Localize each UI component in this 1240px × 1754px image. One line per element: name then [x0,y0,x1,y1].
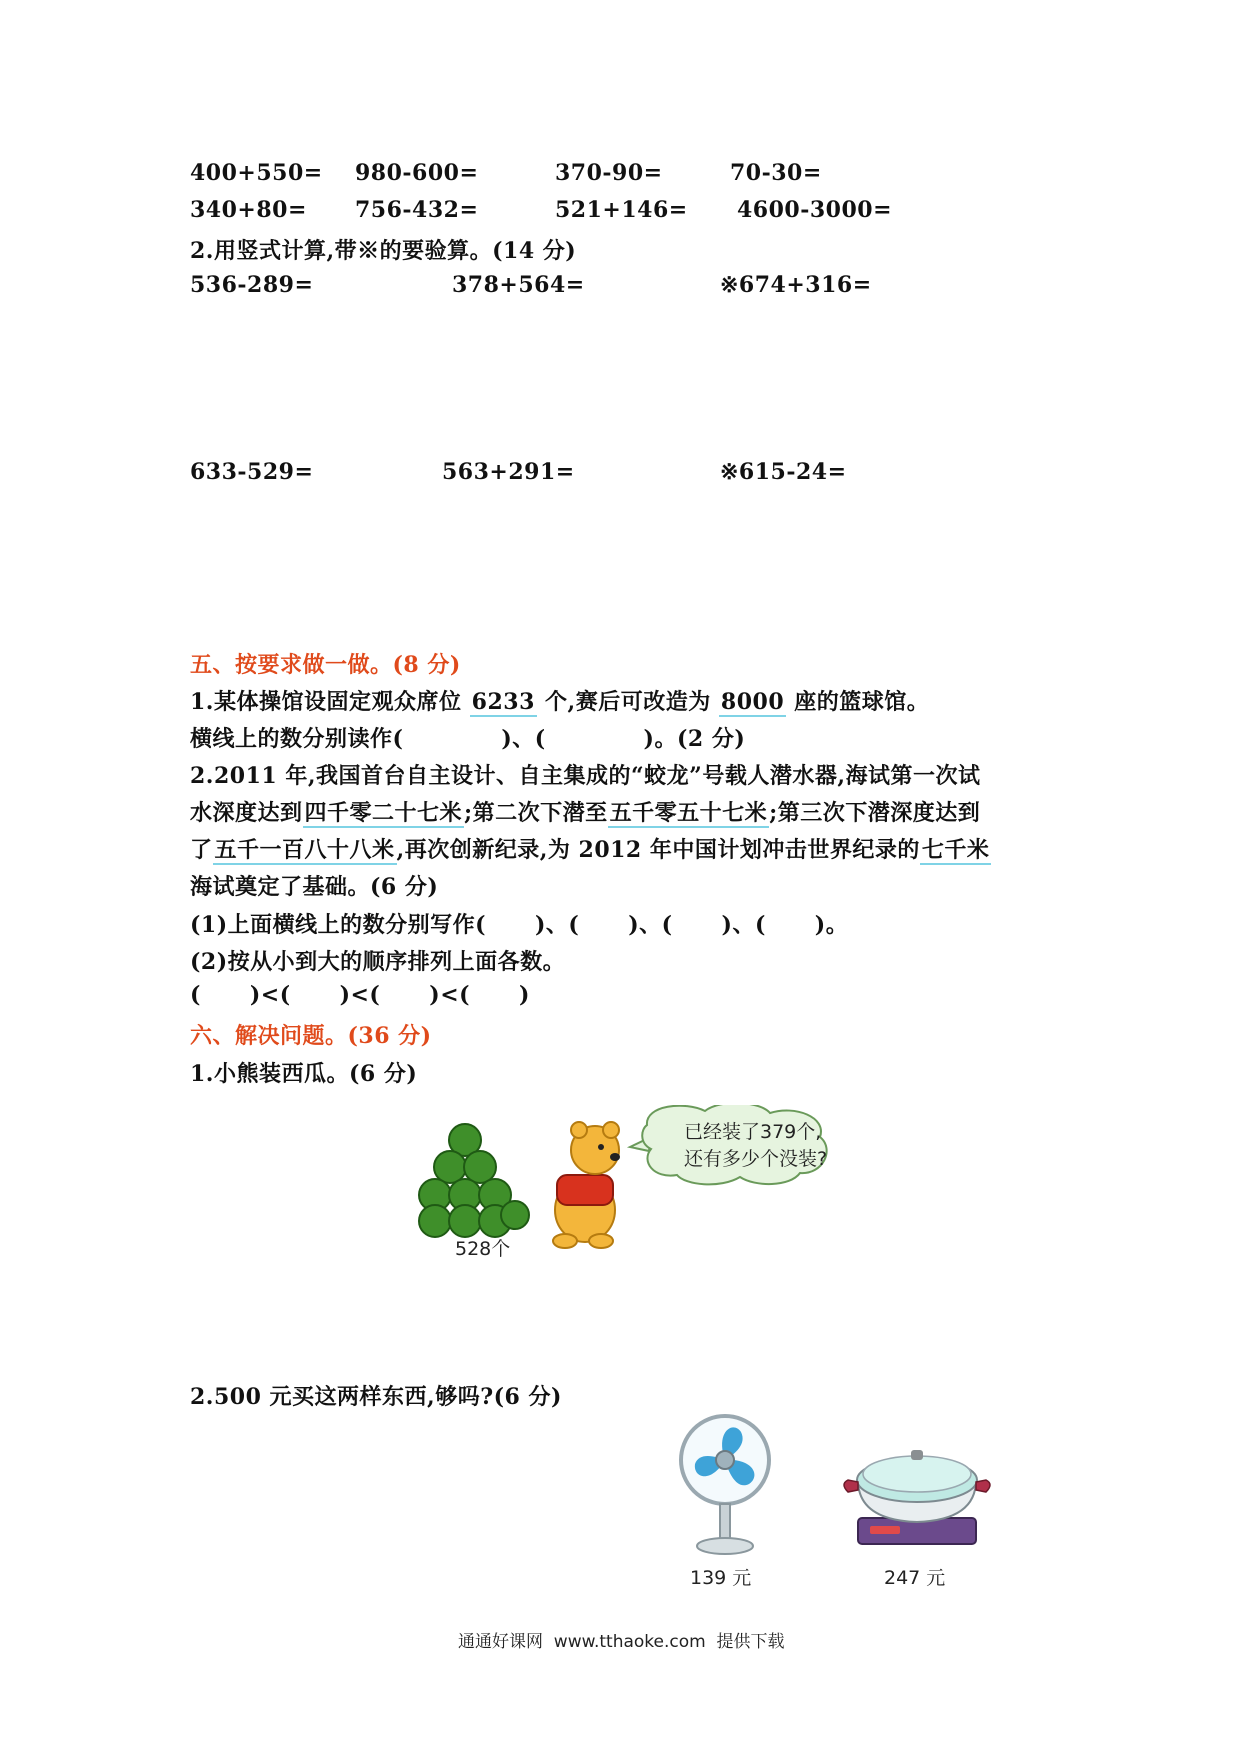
oral-r2-c2: 756-432= [355,197,479,223]
s6-q1: 1.小熊装西瓜。(6 分) [190,1061,418,1087]
fan-price: 139 元 [690,1567,752,1589]
oral-r1-c1: 400+550= [190,160,323,186]
vertical-r2-c1: 633-529= [190,459,314,485]
s5-q1-number-2: 8000 [720,689,785,715]
footer-text: 通通好课网 www.tthaoke.com 提供下载 [458,1632,785,1652]
oral-r2-c4: 4600-3000= [737,197,893,223]
s5-q2-line1: 2.2011 年,我国首台自主设计、自主集成的“蛟龙”号载人潜水器,海试第一次试 [190,763,981,789]
oral-r1-c2: 980-600= [355,160,479,186]
s5-q2-line3 [190,833,991,864]
s5-q2-order: ( )<( )<( )<( ) [190,982,530,1008]
s5-q2-sub1: (1)上面横线上的数分别写作( )、( )、( )、( )。 [190,912,849,938]
vertical-r1-c2: 378+564= [452,272,585,298]
oral-r2-c3: 521+146= [555,197,688,223]
s5-q2-depth-2: 五千零五十七米 [609,800,768,826]
s5-q1-text-c: 座的篮球馆。 [794,689,930,715]
electric-fan-icon [675,1412,775,1557]
s5-q1-text-b: 个,赛后可改造为 [545,689,711,715]
s5-q2-l2-text-b: ;第二次下潜至 [464,800,608,826]
oral-r1-c3: 370-90= [555,160,663,186]
s5-q1-text-a: 1.某体操馆设固定观众席位 [190,689,462,715]
melon-count-label: 528个 [455,1238,511,1260]
vertical-r2-c3: ※615-24= [720,459,847,485]
bubble-line-2: 还有多少个没装? [684,1148,828,1170]
s5-q1-line2: 横线上的数分别读作( )、( )。(2 分) [190,726,746,752]
vertical-heading: 2.用竖式计算,带※的要验算。(14 分) [190,238,577,264]
vertical-r2-c2: 563+291= [442,459,575,485]
watermelon-pile-icon [419,1124,529,1237]
s5-q2-depth-1: 四千零二十七米 [304,800,463,826]
pot-price: 247 元 [884,1567,946,1589]
s5-q2-l3-text-a: 了 [190,837,213,863]
s5-q2-line4: 海试奠定了基础。(6 分) [190,874,439,900]
bubble-line-1: 已经装了379个, [684,1121,822,1143]
section5-title: 五、按要求做一做。(8 分) [190,652,461,678]
s5-q2-l2-text-c: ;第三次下潜深度达到 [769,800,981,826]
s5-q2-depth-3: 五千一百八十八米 [214,837,395,863]
oral-r1-c4: 70-30= [730,160,822,186]
vertical-r1-c3: ※674+316= [720,272,872,298]
s6-q2: 2.500 元买这两样东西,够吗?(6 分) [190,1384,562,1410]
electric-pot-icon [840,1440,995,1552]
s5-q2-sub2: (2)按从小到大的顺序排列上面各数。 [190,949,566,975]
oral-r2-c1: 340+80= [190,197,307,223]
s5-q2-l2-text-a: 水深度达到 [190,800,303,826]
s5-q1-line1 [190,685,929,716]
vertical-r1-c1: 536-289= [190,272,314,298]
s5-q1-number-1: 6233 [471,689,535,715]
s5-q2-line2 [190,796,980,827]
bear-icon [553,1122,620,1248]
section6-title: 六、解决问题。(36 分) [190,1023,432,1049]
s5-q2-depth-4: 七千米 [921,837,990,863]
s5-q2-l3-text-b: ,再次创新纪录,为 2012 年中国计划冲击世界纪录的 [396,837,920,863]
